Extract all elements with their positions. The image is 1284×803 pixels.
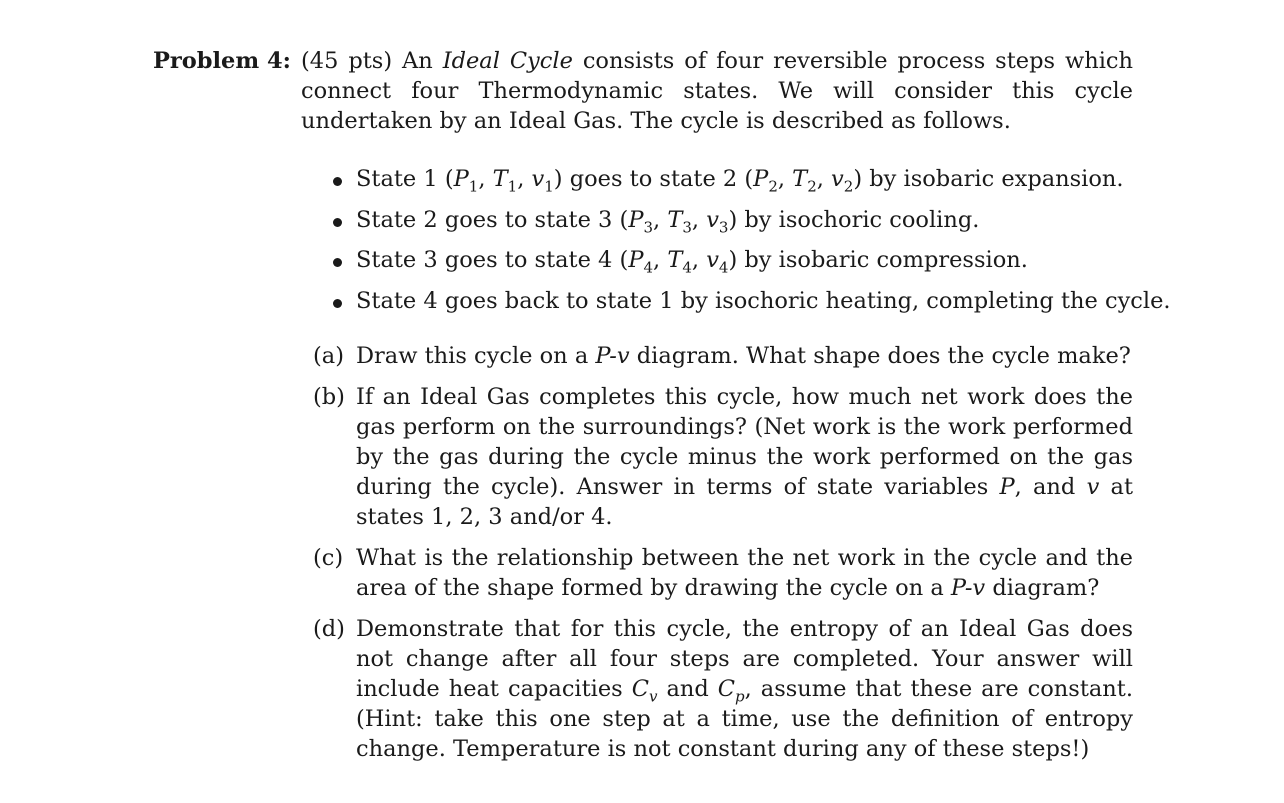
problem-label: Problem 4: [153, 48, 291, 74]
part-text: If an Ideal Gas completes this cycle, how much net work does the gas perform on the surroundings? (Net work is the work performed by the gas during the cycle minus the work performed on the gas during the cycle). Answer in terms of state variables P, and v at states 1, 2, 3 and/or 4. [356, 383, 1133, 530]
part-label: (c) [313, 544, 344, 571]
question-parts [153, 341, 1133, 764]
part-text: Draw this cycle on a P-v diagram. What shape does the cycle make? [356, 342, 1131, 369]
part-label: (d) [313, 615, 345, 642]
state-list [153, 164, 1171, 316]
problem-header [153, 46, 1133, 136]
list-item: State 3 goes to state 4 ($P_4$, $T_4$, $v_4$) by isobaric compression. [331, 245, 1133, 275]
problem-intro-text: consists of four reversible process steps which connect four Thermodynamic states. We will consider this cycle undertaken by an Ideal Gas. The cycle is described as follows. [301, 48, 1133, 134]
problem-4 [153, 46, 1171, 775]
problem-intro [301, 46, 1133, 136]
ideal-cycle-term: Ideal Cycle [442, 48, 573, 74]
part-a [313, 341, 1133, 371]
part-label: (a) [313, 342, 344, 369]
part-b [313, 382, 1133, 532]
list-item: State 1 ($P_1$, $T_1$, $v_1$) goes to state 2 ($P_2$, $T_2$, $v_2$) by isobaric expansion. [331, 164, 1133, 194]
part-text: What is the relationship between the net work in the cycle and the area of the shape formed by drawing the cycle on a P-v diagram? [356, 544, 1133, 601]
problem-points: (45 pts) An [301, 48, 433, 74]
part-d [313, 614, 1133, 764]
list-item: State 4 goes back to state 1 by isochoric heating, completing the cycle. [331, 286, 1133, 316]
list-item: State 2 goes to state 3 ($P_3$, $T_3$, $v_3$) by isochoric cooling. [331, 205, 1133, 235]
part-c [313, 543, 1133, 603]
part-label: (b) [313, 383, 345, 410]
part-text: Demonstrate that for this cycle, the entropy of an Ideal Gas does not change after all four steps are completed. Your answer will include heat capacities $C_v$ and $C_p$, assume that these are constant. (Hint: take this one step at a time, use the definition of entropy change. Temperature is not constant during any of these steps!) [356, 615, 1133, 762]
